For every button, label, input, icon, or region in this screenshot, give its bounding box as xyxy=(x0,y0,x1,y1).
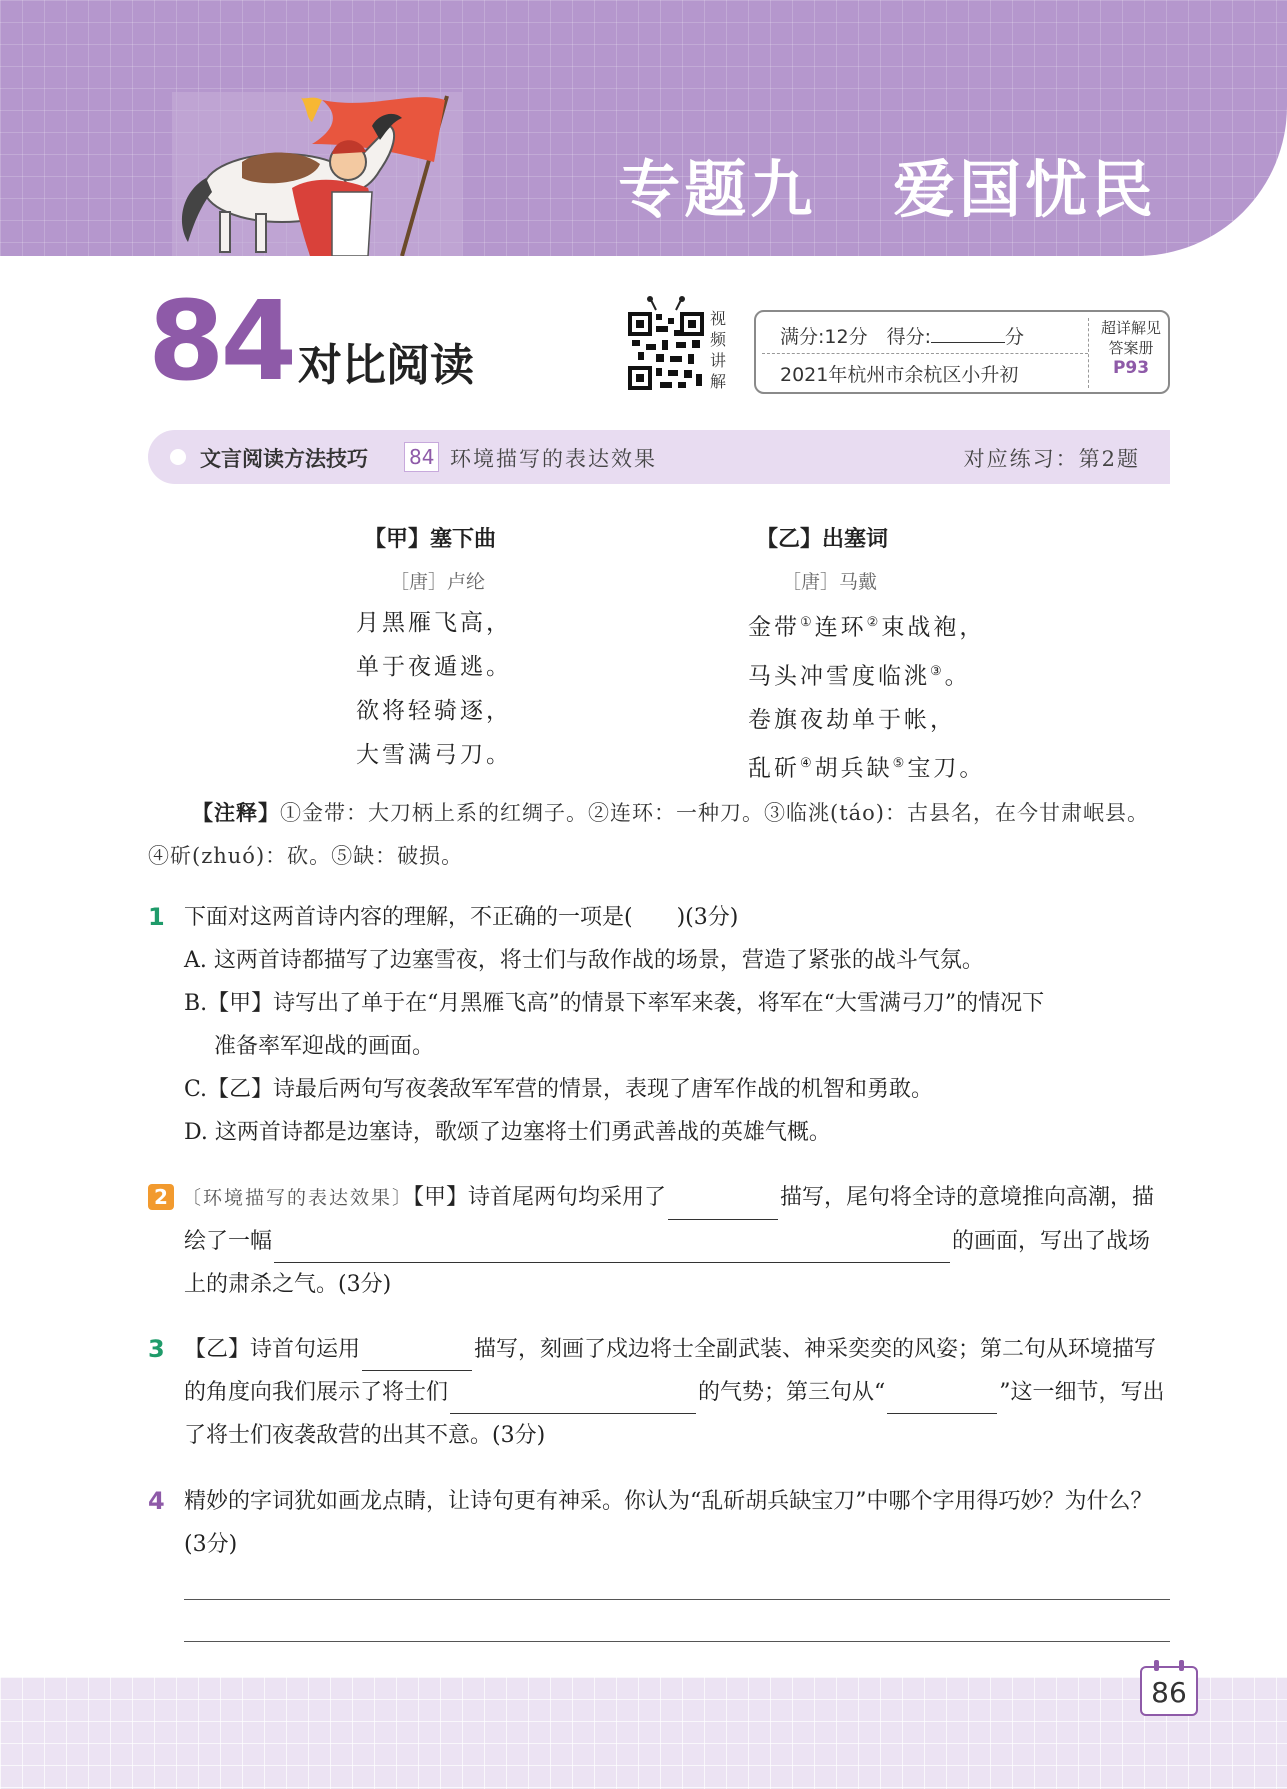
question-3 xyxy=(148,1328,1170,1457)
annotation-notes xyxy=(148,792,1170,878)
notes-text: ①金带：大刀柄上系的红绸子。②连环：一种刀。③临洮(táo)：古县名，在今甘肃岷县。④斫(zhuó)：砍。⑤缺：破损。 xyxy=(148,801,1149,868)
question-number: 4 xyxy=(148,1487,165,1515)
answer-blank[interactable] xyxy=(274,1233,950,1263)
poem-text: 连环 xyxy=(814,614,867,641)
poem-line: 大雪满弓刀。 xyxy=(356,742,512,768)
poem-text: 乱斫 xyxy=(748,755,800,782)
score-vdivider xyxy=(1088,318,1089,388)
question-body xyxy=(184,1176,1170,1306)
option-c[interactable]: C.【乙】诗最后两句写夜袭敌军军营的情景，表现了唐军作战的机智和勇敢。 xyxy=(184,1077,934,1102)
question-stem: 下面对这两首诗内容的理解，不正确的一项是( )(3分) xyxy=(184,905,739,930)
answer-line[interactable] xyxy=(184,1641,1170,1642)
answer-ref-page: P93 xyxy=(1112,358,1150,378)
exam-source: 2021年杭州市余杭区小升初 xyxy=(780,364,1019,386)
poem-text: 。 xyxy=(944,663,971,690)
poem-text: 宝刀。 xyxy=(907,755,986,782)
skill-tag: 〔环境描写的表达效果〕 xyxy=(182,1187,414,1209)
calendar-page-icon xyxy=(1140,1666,1198,1716)
lesson-title: 对比阅读 xyxy=(298,340,474,391)
question-text: ”这一细节，写出了将士们夜袭敌营的出其不意。(3分) xyxy=(184,1380,1165,1448)
footnote-mark: ④ xyxy=(800,756,815,772)
question-number: 3 xyxy=(148,1335,165,1363)
method-number: 84 xyxy=(404,442,439,472)
answer-blank[interactable] xyxy=(668,1190,778,1220)
method-label: 文言阅读方法技巧 xyxy=(200,447,368,471)
poem-title: 【乙】出塞词 xyxy=(756,527,889,552)
footnote-mark: ② xyxy=(866,615,882,630)
poem-text: 束战袍， xyxy=(881,614,986,641)
question-text: 【乙】诗首句运用 xyxy=(184,1337,361,1362)
question-body: 精妙的字词犹如画龙点睛，让诗句更有神采。你认为“乱斫胡兵缺宝刀”中哪个字用得巧妙？为什么？(3分) xyxy=(184,1489,1153,1557)
option-b[interactable]: B.【甲】诗写出了单于在“月黑雁飞高”的情景下率军来袭，将军在“大雪满弓刀”的情况下 xyxy=(184,991,1045,1016)
poem-text: 金带 xyxy=(748,614,800,641)
option-a[interactable]: A. 这两首诗都描写了边塞雪夜，将士们与敌作战的场景，营造了紧张的战斗气氛。 xyxy=(184,948,984,973)
question-2 xyxy=(148,1176,1170,1306)
question-number: 2 xyxy=(148,1184,174,1210)
method-tip-bar xyxy=(148,430,1170,484)
question-body xyxy=(184,896,1170,1154)
score-unit: 分 xyxy=(1005,326,1025,348)
poem-yi xyxy=(748,522,985,798)
answer-line[interactable] xyxy=(184,1599,1170,1600)
bullet-dot-icon xyxy=(170,449,186,465)
answer-blank[interactable] xyxy=(887,1384,997,1414)
question-body xyxy=(184,1328,1170,1457)
poem-line xyxy=(748,608,985,643)
page-footer xyxy=(0,1677,1287,1789)
question-4 xyxy=(148,1480,1170,1566)
score-divider xyxy=(762,353,1088,354)
score-row xyxy=(780,322,1024,349)
poem-line: 月黑雁飞高， xyxy=(356,610,512,636)
option-b-continued[interactable]: 准备率军迎战的画面。 xyxy=(214,1034,435,1059)
footnote-mark: ③ xyxy=(930,663,945,679)
poem-line: 欲将轻骑逐， xyxy=(356,698,512,724)
page-number: 86 xyxy=(1151,1676,1187,1709)
qr-code-icon[interactable] xyxy=(626,296,706,392)
method-topic: 环境描写的表达效果 xyxy=(450,447,657,471)
question-text: 描写，尾句将全诗的意境推向高潮，描绘了一幅 xyxy=(184,1185,1155,1254)
poem-line: 卷旗夜劫单于帐， xyxy=(748,707,956,734)
option-d[interactable]: D. 这两首诗都是边塞诗，歌颂了边塞将士们勇武善战的英雄气概。 xyxy=(184,1120,831,1145)
answer-ref-line2: 答案册 xyxy=(1108,339,1154,357)
question-text: 的气势；第三句从“ xyxy=(698,1380,886,1405)
poem-text: 马头冲雪度临洮 xyxy=(748,663,930,690)
question-1 xyxy=(148,896,1170,1154)
lesson-number: 84 xyxy=(148,277,294,405)
answer-ref-line1: 超详解见 xyxy=(1100,319,1161,337)
chapter-title: 专题九 爱国忧民 xyxy=(618,153,1157,226)
poem-line xyxy=(748,657,985,692)
answer-blank[interactable] xyxy=(362,1341,472,1371)
poem-author: ［唐］卢纶 xyxy=(390,571,486,593)
poem-author: ［唐］马戴 xyxy=(782,571,878,593)
answer-reference xyxy=(1094,318,1168,378)
answer-blank[interactable] xyxy=(450,1384,696,1414)
qr-video-label: 视频讲解 xyxy=(710,309,727,391)
got-score-label: 得分: xyxy=(886,326,932,348)
full-score: 满分:12分 xyxy=(780,326,868,348)
chapter-banner xyxy=(0,0,1287,256)
notes-label: 【注释】 xyxy=(192,801,280,825)
question-text: 的画面，写出了战场上的肃杀之气。(3分) xyxy=(184,1229,1151,1297)
question-text: 描写，刻画了戍边将士全副武装、神采奕奕的风姿；第二句从环境描写的角度向我们展示了将士们 xyxy=(184,1337,1157,1405)
footnote-mark: ⑤ xyxy=(892,756,908,772)
score-blank[interactable] xyxy=(931,325,1005,343)
poem-title: 【甲】塞下曲 xyxy=(364,527,497,552)
method-practice: 对应练习：第2题 xyxy=(963,447,1140,471)
score-box xyxy=(754,310,1170,394)
poem-line: 单于夜遁逃。 xyxy=(356,654,512,680)
question-number: 1 xyxy=(148,903,165,931)
poem-jia xyxy=(356,522,512,784)
poem-text: 胡兵缺 xyxy=(814,755,893,782)
general-on-horse-illustration xyxy=(172,92,462,256)
question-text: 【甲】诗首尾两句均采用了 xyxy=(413,1185,667,1210)
footnote-mark: ① xyxy=(800,615,815,630)
poem-line xyxy=(748,749,985,784)
